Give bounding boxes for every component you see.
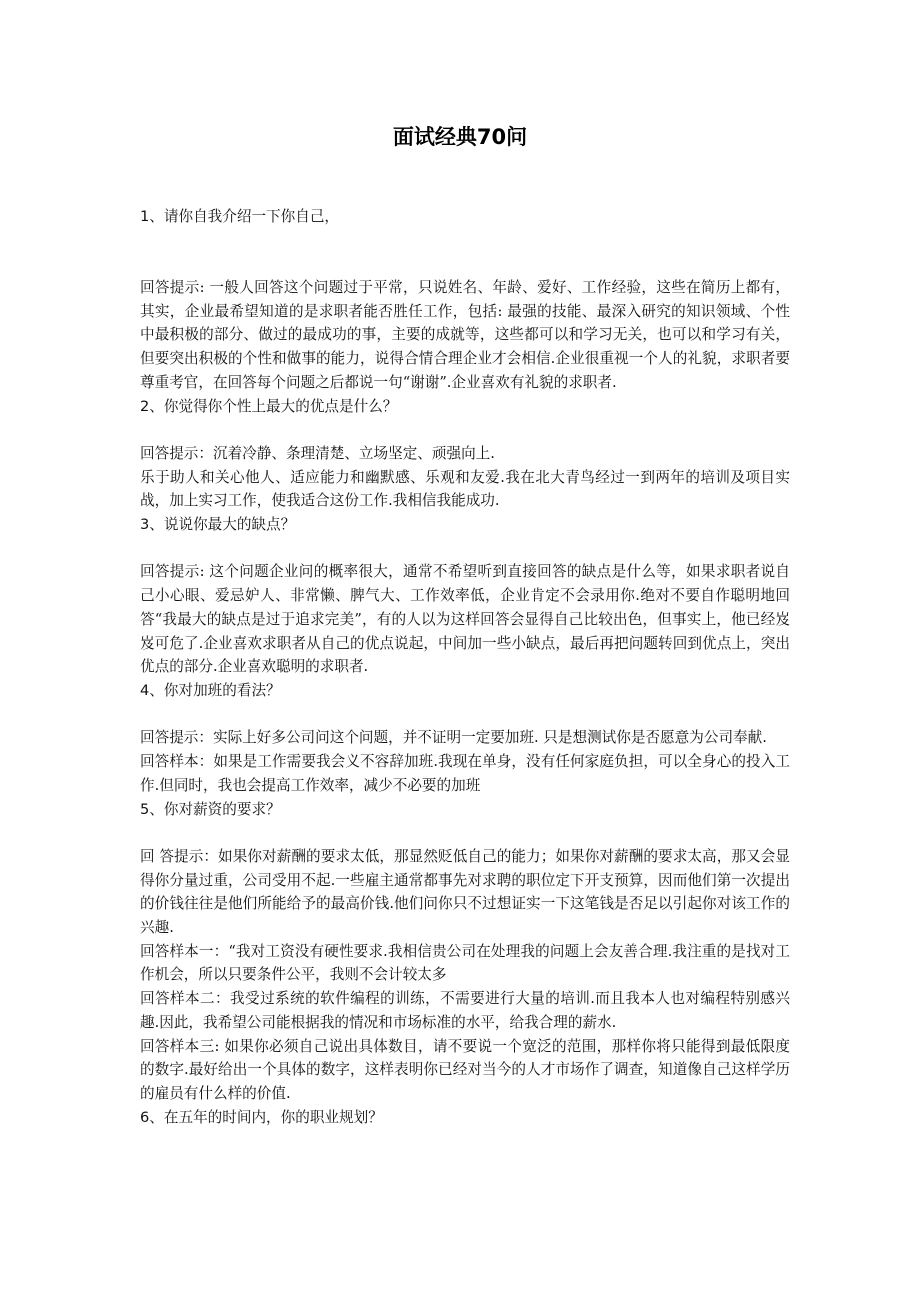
answer-paragraph: 回答提示: 这个问题企业问的概率很大，通常不希望听到直接回答的缺点是什么等，如果求职者说自己小心眼、爱忌妒人、非常懒、脾气大、工作效率低，企业肯定不会录用你.绝对不要自作聪明地回答“我最大的缺点是过于追求完美”，有的人以为这样回答会显得自己比较出色，但事实上，他已经岌岌可危了.企业喜欢求职者从自己的优点说起，中间加一些小缺点，最后再把问题转回到优点上，突出优点的部分.企业喜欢聪明的求职者. [140,563,790,676]
question-heading: 2、你觉得你个性上最大的优点是什么？ [140,397,398,415]
question-heading: 6、在五年的时间内，你的职业规划？ [140,1108,383,1126]
answer-paragraph: 回答样本一：“我对工资没有硬性要求.我相信贵公司在处理我的问题上会友善合理.我注重的是找对工作机会，所以只要条件公平，我则不会计较太多 [140,942,790,984]
answer-paragraph: 回答提示：实际上好多公司问这个问题，并不证明一定要加班. 只是想测试你是否愿意为公司奉献. [140,729,767,747]
answer-paragraph: 回答样本三: 如果你必须自己说出具体数目，请不要说一个宽泛的范围，那样你将只能得到最低限度的数字.最好给出一个具体的数字，这样表明你已经对当今的人才市场作了调查，知道像自己这样学历的雇员有什么样的价值. [140,1037,790,1102]
answer-paragraph: 回 答提示：如果你对薪酬的要求太低，那显然贬低自己的能力；如果你对薪酬的要求太高，那又会显得你分量过重，公司受用不起.一些雇主通常都事先对求聘的职位定下开支预算，因而他们第一次提出的价钱往往是他们所能给予的最高价钱.他们问你只不过想证实一下这笔钱是否足以引起你对该工作的兴趣. [140,847,790,936]
answer-paragraph: 回答样本二：我受过系统的软件编程的训练，不需要进行大量的培训.而且我本人也对编程特别感兴趣.因此，我希望公司能根据我的情况和市场标准的水平，给我合理的薪水. [140,990,790,1031]
answer-paragraph: 回答样本：如果是工作需要我会义不容辞加班.我现在单身，没有任何家庭负担，可以全身心的投入工作.但同时，我也会提高工作效率，减少不必要的加班 [140,753,790,794]
answer-paragraph: 乐于助人和关心他人、适应能力和幽默感、乐观和友爱.我在北大青鸟经过一到两年的培训及项目实战，加上实习工作，使我适合这份工作.我相信我能成功. [140,468,790,510]
question-heading: 5、你对薪资的要求？ [140,800,281,818]
blank-line [140,252,790,276]
answer-paragraph: 回答提示: 一般人回答这个问题过于平常，只说姓名、年龄、爱好、工作经验，这些在简历上都有，其实，企业最希望知道的是求职者能否胜任工作，包括: 最强的技能、最深入研究的知识领域、个性中最积极的部分、做过的最成功的事，主要的成就等，这些都可以和学习无关，也可以和学习有关，但要突出积极的个性和做事的能力，说得合情合理企业才会相信.企业很重视一个人的礼貌，求职者要尊重考官，在回答每个问题之后都说一句“谢谢”.企业喜欢有礼貌的求职者. [140,279,790,391]
question-heading: 3、说说你最大的缺点？ [140,516,296,534]
blank-line [140,229,790,253]
document-body [140,205,790,1129]
blank-line [140,703,790,727]
document-title: 面试经典70问 [392,125,528,149]
question-heading: 4、你对加班的看法？ [140,682,281,699]
blank-line [140,821,790,845]
question-heading: 1、请你自我介绍一下你自己， [140,208,340,225]
blank-line [140,418,790,442]
answer-paragraph: 回答提示：沉着冷静、条理清楚、立场坚定、顽强向上. [140,444,495,462]
blank-line [140,537,790,561]
